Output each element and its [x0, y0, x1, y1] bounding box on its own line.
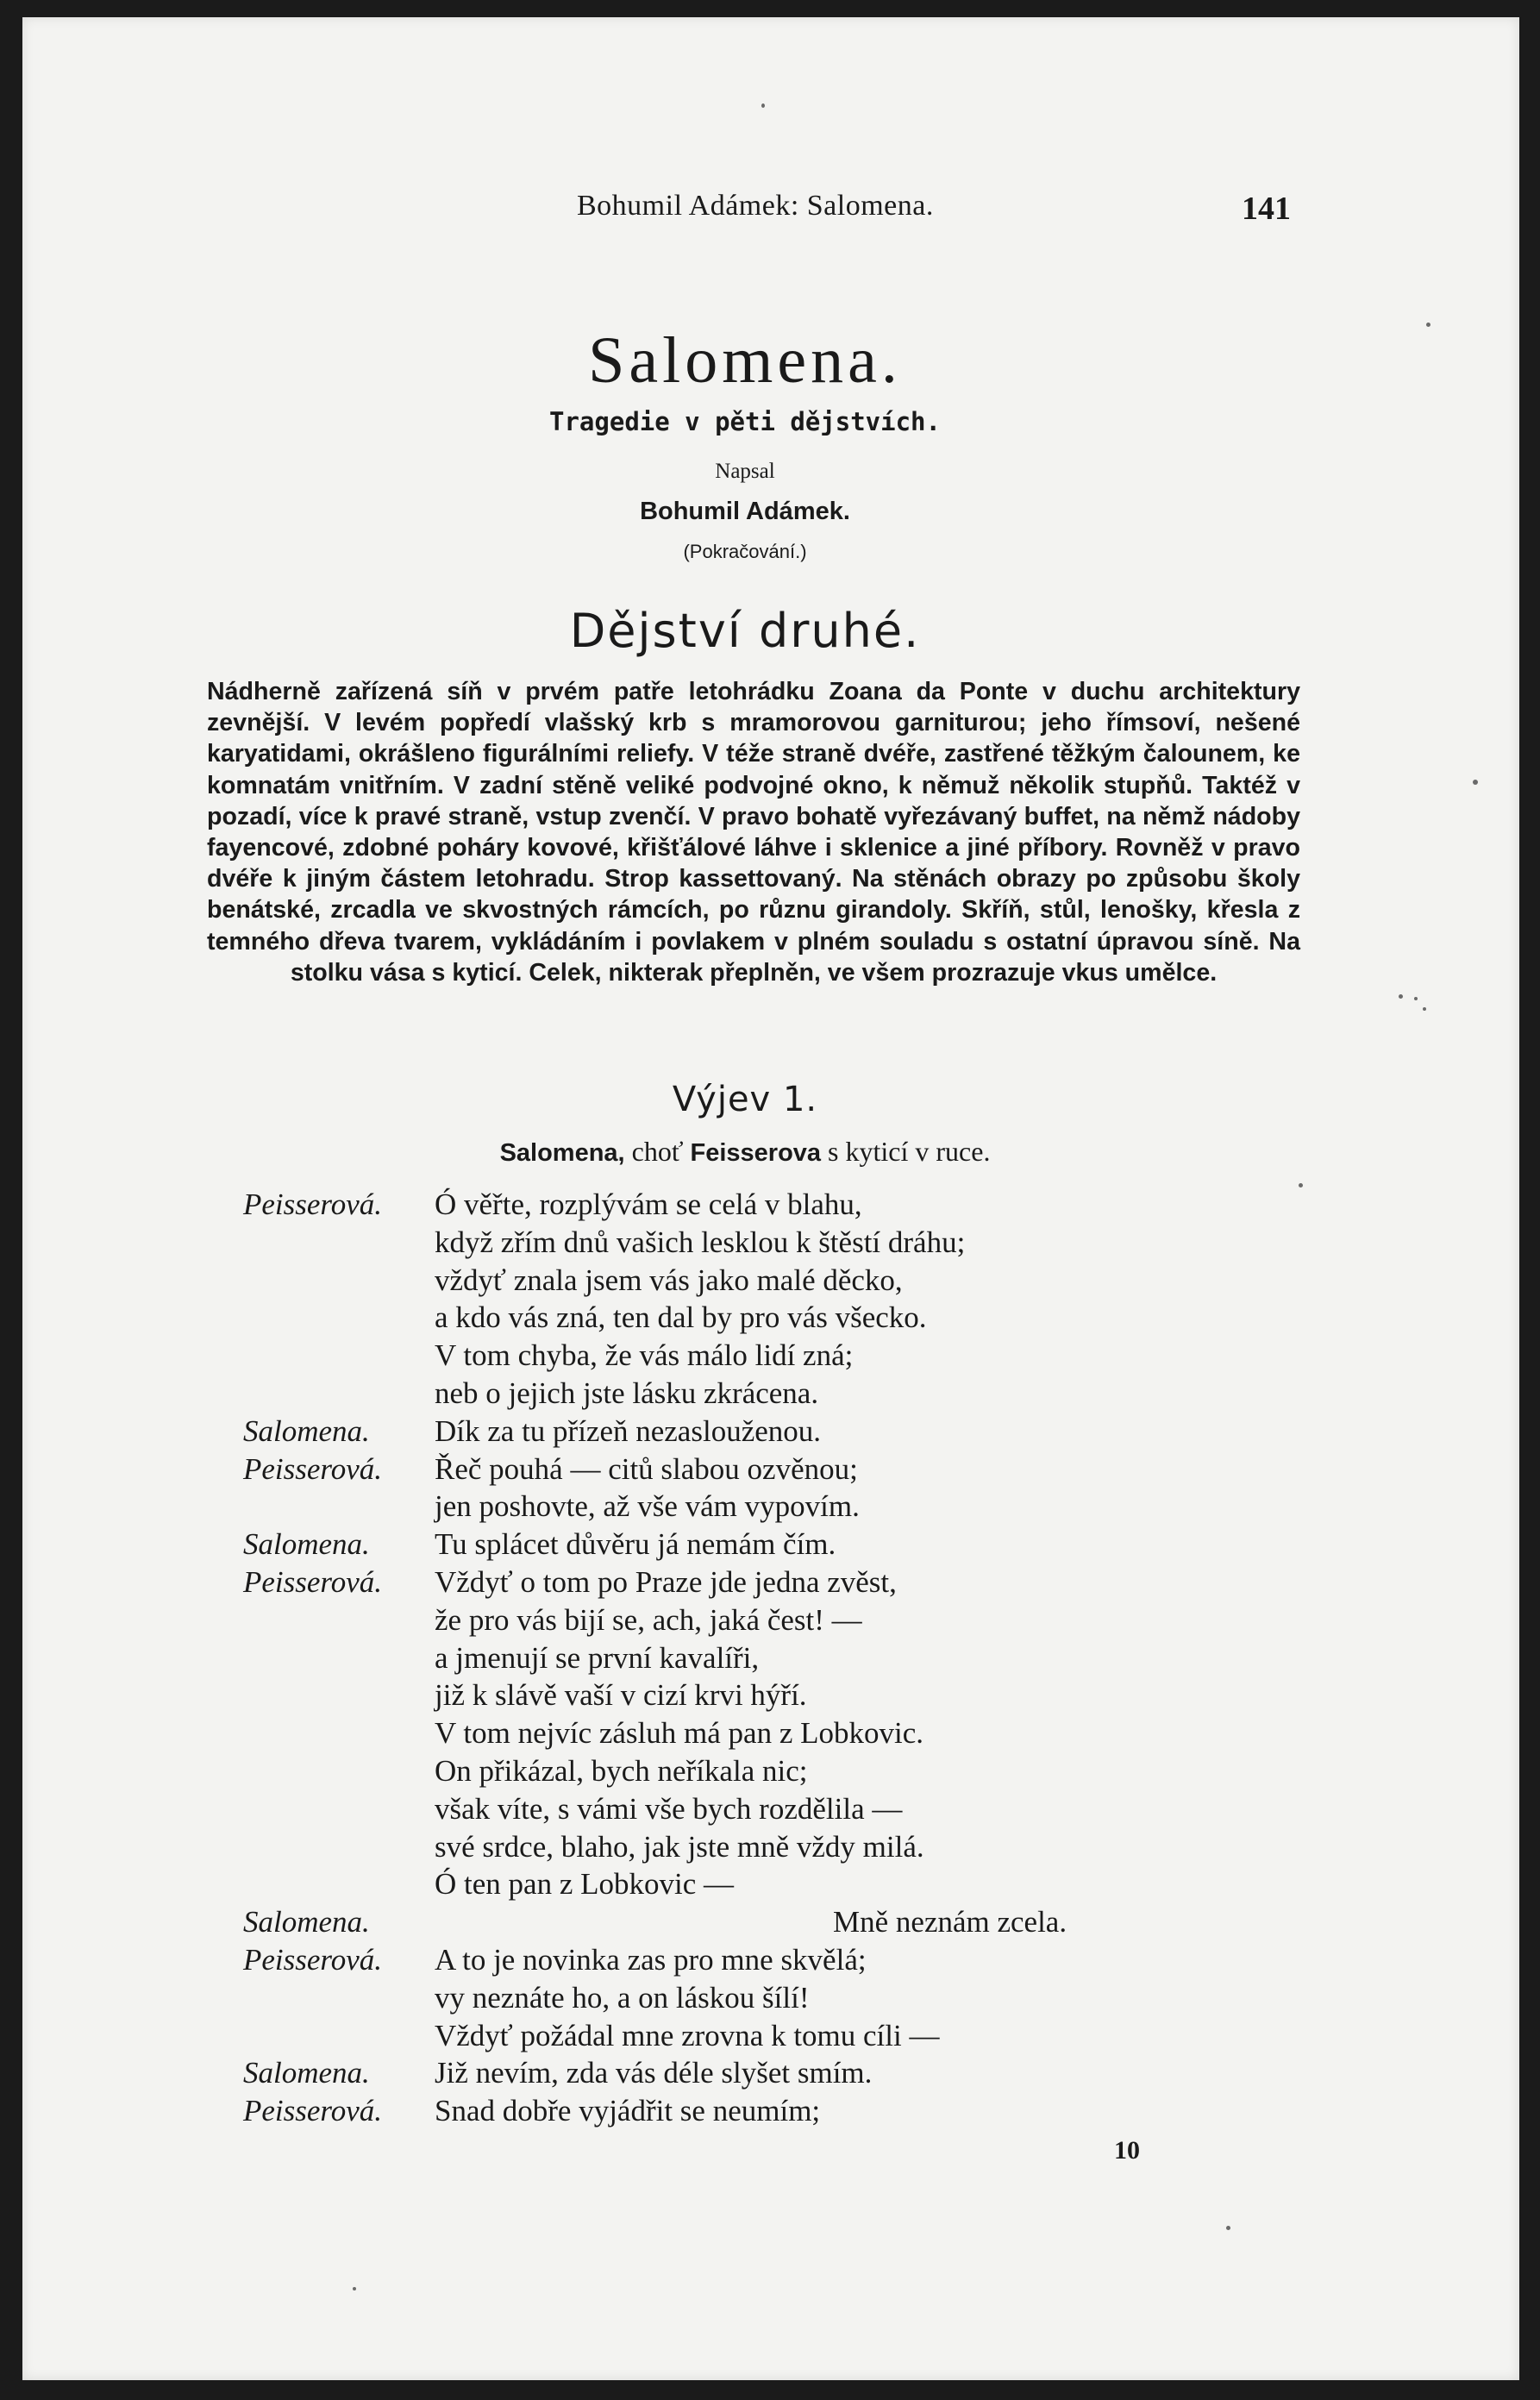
verse-line: již k slávě vaší v cizí krvi hýří.: [435, 1678, 807, 1713]
verse-line: Tu splácet důvěru já nemám čím.: [435, 1527, 836, 1562]
dialogue-line: [185, 2092, 1305, 2130]
dialogue-line: [185, 2054, 1305, 2092]
paper-speck: [1473, 780, 1478, 785]
speaker-name: Peisserová.: [243, 1942, 383, 1977]
continuation-note: (Pokračování.): [683, 541, 807, 562]
verse-line: když zřím dnů vašich lesklou k štěstí dráhu;: [435, 1225, 966, 1259]
speaker-name: Salomena.: [243, 1527, 370, 1562]
dialogue-line: [185, 1375, 1305, 1413]
speaker-name: Salomena.: [243, 1905, 370, 1939]
dialogue-line: [185, 1903, 1305, 1941]
verse-line: Ó ten pan z Lobkovic —: [435, 1867, 734, 1902]
paper-speck: [761, 103, 765, 108]
speaker-name: Peisserová.: [243, 1564, 383, 1599]
verse-line: Dík za tu přízeň nezaslouženou.: [435, 1413, 822, 1448]
dialogue-line: [185, 1941, 1305, 1979]
byline-label: Napsal: [715, 460, 775, 483]
dialogue-line: [185, 1601, 1305, 1639]
book-page: [22, 17, 1519, 2380]
dialogue-line: [185, 1752, 1305, 1790]
speaker-name: Peisserová.: [243, 1187, 383, 1221]
dialogue-line: [185, 2017, 1305, 2055]
verse-line: Řeč pouhá — citů slabou ozvěnou;: [435, 1451, 858, 1486]
paper-speck: [1426, 323, 1430, 327]
signature-mark: 10: [1114, 2136, 1140, 2165]
verse-line: jen poshovte, až vše vám vypovím.: [435, 1489, 860, 1524]
cast-name: Salomena,: [499, 1139, 625, 1167]
dialogue-line: [185, 1563, 1305, 1601]
verse-line: vždyť znala jsem vás jako malé děcko,: [435, 1263, 903, 1297]
verse-line: však víte, s vámi vše bych rozdělila —: [435, 1791, 903, 1826]
verse-line: své srdce, blaho, jak jste mně vždy milá.: [435, 1829, 924, 1864]
verse-line: že pro vás bijí se, ach, jaká čest! —: [435, 1602, 862, 1637]
verse-line: V tom chyba, že vás málo lidí zná;: [435, 1338, 854, 1373]
dialogue-line: [185, 1790, 1305, 1828]
dialogue-line: [185, 1714, 1305, 1752]
verse-line: Snad dobře vyjádřit se neumím;: [435, 2094, 821, 2128]
paper-speck: [1423, 1007, 1426, 1011]
verse-line: V tom nejvíc zásluh má pan z Lobkovic.: [435, 1716, 923, 1751]
play-title: Salomena.: [588, 324, 902, 397]
dialogue-line: [185, 1526, 1305, 1563]
speaker-name: Peisserová.: [243, 2094, 383, 2128]
verse-line: On přikázal, bych neříkala nic;: [435, 1753, 808, 1788]
paper-speck: [353, 2287, 356, 2290]
paper-speck: [1414, 997, 1418, 1000]
dialogue-line: [185, 1413, 1305, 1451]
dialogue-list: [185, 1186, 1305, 2130]
dialogue-line: [185, 1488, 1305, 1526]
verse-line: Mně neznám zcela.: [833, 1905, 1067, 1939]
dialogue-line: [185, 1224, 1305, 1262]
dialogue-line: [185, 1979, 1305, 2017]
dialogue-line: [185, 1337, 1305, 1375]
dialogue-line: [185, 1451, 1305, 1488]
verse-line: Vždyť požádal mne zrovna k tomu cíli —: [435, 2018, 940, 2052]
speaker-name: Salomena.: [243, 1413, 370, 1448]
author-name: Bohumil Adámek.: [640, 498, 850, 525]
verse-line: Ó věřte, rozplývám se celá v blahu,: [435, 1187, 862, 1221]
scene-heading: Výjev 1.: [672, 1080, 818, 1119]
verse-line: Již nevím, zda vás déle slyšet smím.: [435, 2056, 873, 2090]
speaker-name: Salomena.: [243, 2056, 370, 2090]
cast-connector: choť: [624, 1136, 691, 1167]
scene-cast: [185, 1136, 1305, 1168]
dialogue-line: [185, 1828, 1305, 1866]
verse-line: A to je novinka zas pro mne skvělá;: [435, 1942, 867, 1977]
stage-directions: Nádherně zařízená síň v prvém patře letohrádku Zoana da Ponte v duchu architektury zevnější. V levém popředí vlašský krb s mramorovou garniturou; jeho římsoví, nešené karyatidami, okrášleno figurálními reliefy. V téže straně dvéře, zastřené těžkým čalounem, ke komnatám vnitřním. V zadní stěně veliké podvojné okno, k němuž několik stupňů. Taktéž v pozadí, více k pravé straně, vstup zvenčí. V pravo bohatě vyřezávaný buffet, na němž nádoby fayencové, zdobné poháry kovové, křišťálové láhve i sklenice a jiné příbory. Rovněž v pravo dvéře k jiným částem letohradu. Strop kassettovaný. Na stěnách obrazy po způsobu školy benátské, zrcadla ve skvostných rámcích, po různu girandoly. Skříň, stůl, lenošky, křesla z temného dřeva tvarem, vykládáním i povlakem v plném souladu s ostatní úpravou síně. Na stolku vása s kyticí. Celek, nikterak přeplněn, ve všem prozrazuje vkus umělce.: [207, 678, 1300, 987]
dialogue-line: [185, 1262, 1305, 1300]
play-subtitle: Tragedie v pěti dějstvích.: [549, 407, 941, 436]
verse-line: neb o jejich jste lásku zkrácena.: [435, 1375, 819, 1410]
running-head: Bohumil Adámek: Salomena.: [577, 190, 934, 222]
verse-line: Vždyť o tom po Praze jde jedna zvěst,: [435, 1564, 897, 1599]
verse-line: a jmenují se první kavalíři,: [435, 1640, 760, 1675]
dialogue-line: [185, 1676, 1305, 1714]
dialogue-line: [185, 1299, 1305, 1337]
dialogue-line: [185, 1865, 1305, 1903]
paper-speck: [1399, 994, 1403, 999]
verse-line: vy neznáte ho, a on láskou šílí!: [435, 1980, 810, 2015]
speaker-name: Peisserová.: [243, 1451, 383, 1486]
cast-description: s kyticí v ruce.: [821, 1136, 991, 1167]
cast-name: Feisserova: [690, 1139, 822, 1167]
paper-speck: [1226, 2226, 1230, 2230]
verse-line: a kdo vás zná, ten dal by pro vás všecko.: [435, 1300, 927, 1335]
act-heading: Dějství druhé.: [569, 604, 921, 658]
dialogue-line: [185, 1186, 1305, 1224]
page-number: 141: [1242, 191, 1291, 227]
dialogue-line: [185, 1639, 1305, 1677]
